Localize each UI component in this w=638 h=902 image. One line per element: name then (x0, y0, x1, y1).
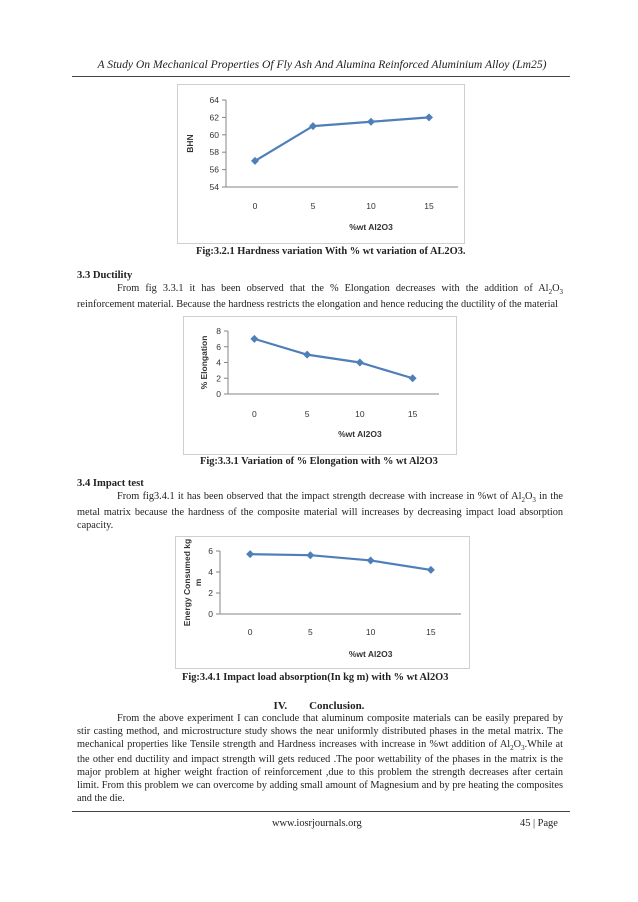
series-line (254, 339, 412, 378)
y-tick-label: 62 (209, 112, 219, 123)
x-tick-label: 10 (365, 627, 376, 637)
y-tick-label: 54 (209, 182, 219, 192)
y-axis-label-line: m (193, 578, 203, 587)
y-axis-label (182, 539, 203, 626)
y-tick-label: 6 (216, 341, 221, 352)
y-axis-label: BHN (185, 134, 195, 153)
x-tick-label: 0 (247, 627, 253, 637)
y-tick-label: 56 (209, 164, 219, 175)
data-point-marker (303, 351, 311, 359)
ductility-paragraph (77, 283, 563, 312)
conclusion-title: Conclusion. (309, 700, 365, 712)
ductility-sub-3: 3 (559, 288, 563, 297)
x-tick-label: 10 (366, 201, 376, 211)
x-tick-label: 5 (304, 409, 310, 419)
x-tick-label: 0 (252, 201, 258, 211)
ductility-heading: 3.3 Ductility (77, 270, 133, 281)
data-point-marker (427, 566, 435, 574)
y-tick-label: 6 (208, 546, 213, 556)
elongation-chart (183, 316, 457, 455)
footer-page-number: 45 | Page (520, 818, 558, 829)
impact-chart (175, 536, 470, 669)
hardness-chart-caption: Fig:3.2.1 Hardness variation With % wt variation of AL2O3. (196, 246, 466, 257)
impact-paragraph (77, 491, 563, 532)
y-tick-label: 0 (216, 389, 221, 399)
y-tick-label: 4 (216, 357, 221, 368)
footer-rule (72, 811, 570, 812)
impact-text-a: From fig3.4.1 it has been observed that the impact strength decrease with increase in %wt of Al (117, 491, 522, 502)
header-rule (72, 76, 570, 77)
y-axis-label: % Elongation (199, 335, 209, 390)
impact-sub-2: 2 (521, 496, 525, 505)
impact-chart-caption: Fig:3.4.1 Impact load absorption(In kg m) with % wt Al2O3 (182, 672, 449, 683)
footer-url: www.iosrjournals.org (272, 818, 362, 829)
y-tick-label: 0 (208, 609, 213, 619)
x-axis-label: %wt Al2O3 (338, 429, 382, 439)
ductility-text-b: reinforcement material. Because the hardness restricts the elongation and hence reducing the ductility of the material (77, 298, 558, 310)
x-tick-label: 10 (355, 409, 365, 419)
x-tick-label: 0 (252, 409, 257, 419)
y-tick-label: 60 (209, 129, 219, 140)
x-tick-label: 5 (310, 201, 316, 211)
data-point-marker (367, 556, 375, 564)
ductility-sub-2: 2 (548, 288, 553, 297)
x-axis-label: %wt Al2O3 (348, 649, 393, 659)
impact-heading: 3.4 Impact test (77, 478, 144, 489)
x-tick-label: 15 (407, 409, 418, 419)
series-line (255, 117, 429, 160)
x-tick-label: 5 (308, 627, 313, 637)
hardness-chart (177, 84, 465, 244)
x-axis-label: %wt Al2O3 (349, 222, 393, 232)
hardness-chart-svg (178, 85, 464, 243)
series-line (250, 554, 431, 570)
data-point-marker (367, 118, 375, 126)
elongation-chart-caption: Fig:3.3.1 Variation of % Elongation with % wt Al2O3 (200, 456, 438, 467)
data-point-marker (246, 550, 254, 558)
y-tick-label: 58 (209, 147, 219, 158)
y-tick-label: 64 (209, 95, 219, 105)
data-point-marker (250, 335, 258, 343)
conclusion-text-b: .While at the other end ductility and impact strength will gets reduced .The poor wettability of the phases in the matrix is the major problem at higher weight fraction of reinforcement ,due to this problem the strength decreases after certain limit. From this problem we can overcome by adding small amount of Magnesium and by pre heating the composites and the die. (77, 738, 563, 804)
ductility-text-a: From fig 3.3.1 it has been observed that the % Elongation decreases with the addition of Al (117, 283, 549, 294)
data-point-marker (425, 113, 433, 121)
y-axis-label-line: Energy Consumed kg (182, 538, 192, 627)
conclusion-heading (0, 700, 638, 712)
conclusion-sub-3: 3 (521, 743, 525, 752)
impact-chart-svg (176, 537, 469, 668)
conclusion-text-a: From the above experiment I can conclude that aluminum composite materials can be easily prepared by stir casting method, and microstructure study shows the near uniformly distributed phases in the metal matrix. The mechanical properties like Tensile strength and Hardness increases with increase in %wt addition of Al (77, 713, 563, 750)
y-tick-label: 2 (208, 588, 213, 598)
data-point-marker (306, 551, 314, 559)
ductility-text-o: O (552, 283, 560, 294)
y-tick-label: 2 (216, 373, 221, 384)
impact-text-b: in the metal matrix because the hardness of the composite material will increases by decreasing impact load absorption capacity. (77, 491, 563, 531)
data-point-marker (409, 374, 417, 382)
y-tick-label: 4 (208, 567, 213, 577)
data-point-marker (356, 359, 364, 367)
x-tick-label: 15 (426, 627, 436, 637)
x-tick-label: 15 (424, 201, 434, 211)
conclusion-numeral: IV. (273, 700, 288, 712)
conclusion-text-o: O (513, 738, 522, 750)
impact-text-o: O (524, 491, 533, 502)
conclusion-sub-2: 2 (510, 743, 514, 752)
y-tick-label: 8 (216, 326, 221, 336)
conclusion-paragraph (77, 713, 563, 806)
elongation-chart-svg (184, 317, 456, 454)
running-header: A Study On Mechanical Properties Of Fly Ash And Alumina Reinforced Aluminium Alloy (Lm25) (97, 58, 547, 71)
impact-sub-3: 3 (532, 496, 536, 505)
